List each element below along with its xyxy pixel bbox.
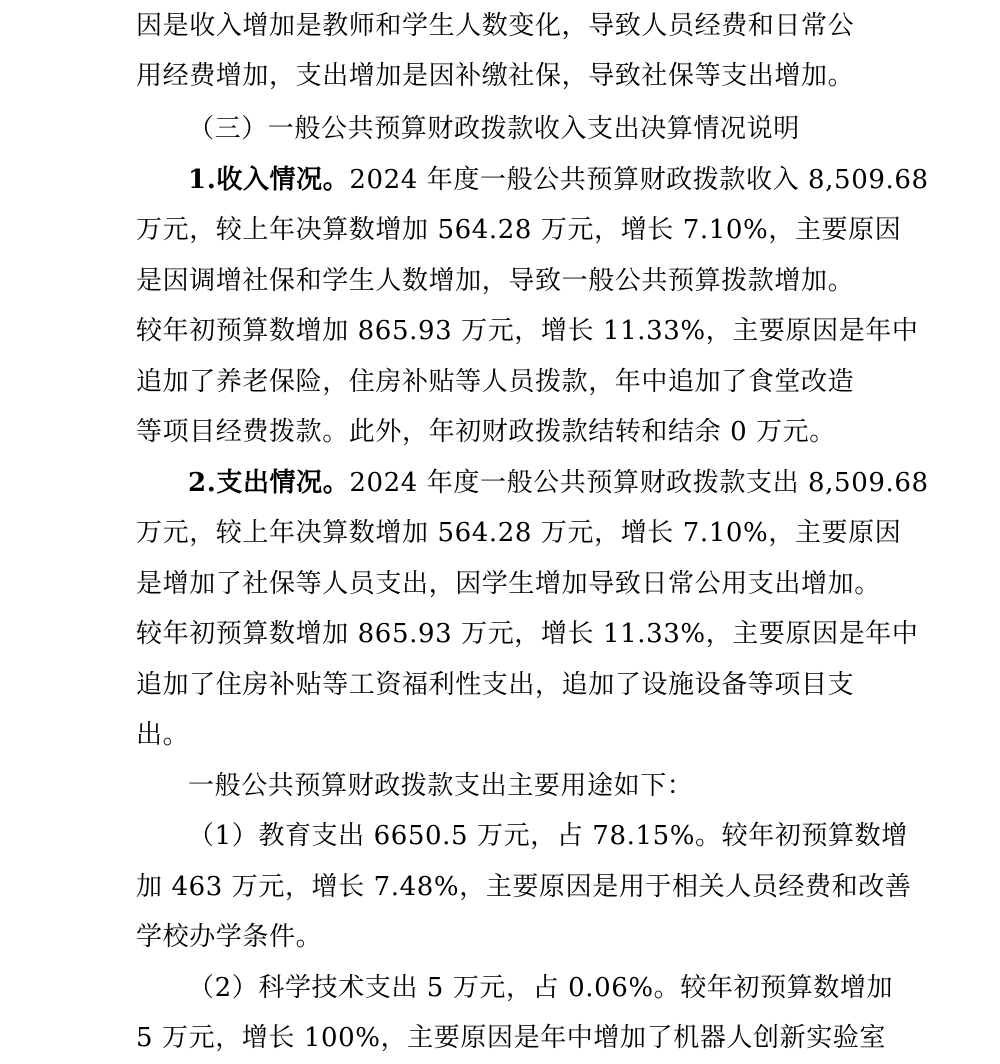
expenditure-paragraph-line-1 xyxy=(188,457,1000,509)
income-text: 2024 年度一般公共预算财政拨款收入 8,509.68 xyxy=(349,165,929,195)
income-paragraph-line-5: 追加了养老保险，住房补贴等人员拨款，年中追加了食堂改造 xyxy=(136,367,855,397)
expenditure-paragraph-line-5: 追加了住房补贴等工资福利性支出，追加了设施设备等项目支 xyxy=(136,670,855,700)
income-paragraph-line-2: 万元，较上年决算数增加 564.28 万元，增长 7.10%，主要原因 xyxy=(136,215,902,245)
income-paragraph-line-4: 较年初预算数增加 865.93 万元，增长 11.33%，主要原因是年中 xyxy=(136,316,919,346)
expenditure-text: 2024 年度一般公共预算财政拨款支出 8,509.68 xyxy=(349,468,929,498)
expenditure-paragraph-line-2: 万元，较上年决算数增加 564.28 万元，增长 7.10%，主要原因 xyxy=(136,518,902,548)
text-line-1: 因是收入增加是教师和学生人数变化，导致人员经费和日常公 xyxy=(136,11,855,41)
education-item-line-2: 加 463 万元，增长 7.48%，主要原因是用于相关人员经费和改善 xyxy=(136,872,912,902)
income-label: 1.收入情况。 xyxy=(188,165,350,195)
income-paragraph-line-3: 是因调增社保和学生人数增加，导致一般公共预算拨款增加。 xyxy=(136,266,855,296)
section-heading: （三）一般公共预算财政拨款收入支出决算情况说明 xyxy=(188,114,800,144)
income-paragraph-line-6: 等项目经费拨款。此外，年初财政拨款结转和结余 0 万元。 xyxy=(136,417,836,447)
expenditure-paragraph-line-4: 较年初预算数增加 865.93 万元，增长 11.33%，主要原因是年中 xyxy=(136,619,919,649)
text-line-2: 用经费增加，支出增加是因补缴社保，导致社保等支出增加。 xyxy=(136,61,855,91)
expenditure-paragraph-line-6: 出。 xyxy=(136,720,190,750)
usage-intro: 一般公共预算财政拨款支出主要用途如下： xyxy=(188,771,694,801)
expenditure-label: 2.支出情况。 xyxy=(188,468,350,498)
income-paragraph-line-1 xyxy=(188,154,1000,206)
science-item-line-2: 5 万元，增长 100%，主要原因是年中增加了机器人创新实验室 xyxy=(136,1023,887,1053)
science-item-line-1: （2）科学技术支出 5 万元，占 0.06%。较年初预算数增加 xyxy=(188,973,894,1003)
education-item-line-3: 学校办学条件。 xyxy=(136,922,323,952)
expenditure-paragraph-line-3: 是增加了社保等人员支出，因学生增加导致日常公用支出增加。 xyxy=(136,569,881,599)
education-item-line-1: （1）教育支出 6650.5 万元，占 78.15%。较年初预算数增 xyxy=(188,821,908,851)
